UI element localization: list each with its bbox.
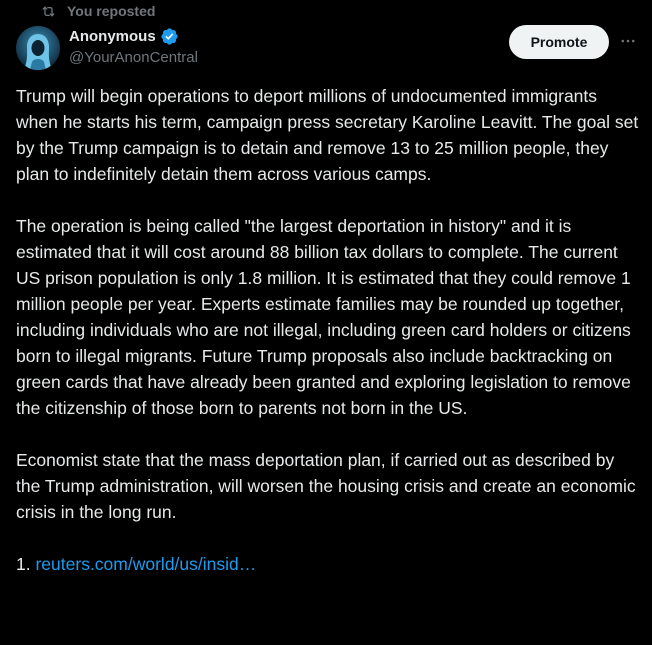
author-handle[interactable]: @YourAnonCentral (69, 49, 198, 66)
more-button[interactable] (616, 31, 640, 51)
post-paragraph: Economist state that the mass deportation plan, if carried out as described by the Trump administration, will worsen the housing crisis and create an economic crisis in the long run. (16, 450, 636, 522)
post-text (16, 83, 640, 577)
more-icon (619, 32, 637, 50)
source-number: 1. (16, 554, 31, 574)
avatar[interactable] (16, 26, 60, 70)
source-line (16, 551, 640, 577)
promote-button[interactable]: Promote (509, 25, 609, 59)
repost-indicator[interactable] (40, 2, 155, 20)
repost-label: You reposted (67, 3, 156, 19)
post-paragraph: The operation is being called "the largest deportation in history" and it is estimated that it will cost around 88 billion tax dollars to complete. The current US prison population is only 1.8 million. It is estimated that they could remove 1 million people per year. Experts estimate families may be rounded up together, including individuals who are not illegal, including green card holders or citizens born to illegal migrants. Future Trump proposals also include backtracking on green cards that have already been granted and exploring legislation to remove the citizenship of those born to parents not born in the US. (16, 216, 631, 418)
hooded-figure-avatar-icon (16, 26, 60, 70)
source-link[interactable]: reuters.com/world/us/insid… (35, 554, 257, 574)
repost-icon (40, 3, 57, 20)
author-identity (69, 26, 198, 68)
author-display-name[interactable]: Anonymous (69, 27, 156, 45)
verified-badge-icon[interactable] (160, 27, 179, 46)
post-paragraph: Trump will begin operations to deport millions of undocumented immigrants when he starts his term, campaign press secretary Karoline Leavitt. The goal set by the Trump campaign is to detain and remove 13 to 25 million people, they plan to indefinitely detain them across various camps. (16, 86, 639, 184)
